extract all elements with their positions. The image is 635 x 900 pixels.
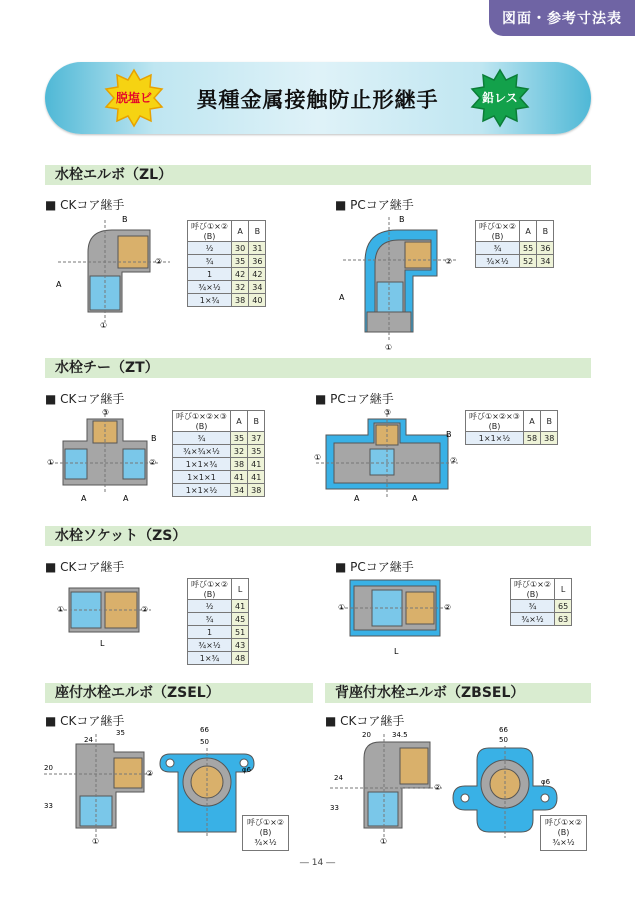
code-line: (B) xyxy=(259,828,272,837)
zt-pc-mark-3: ③ xyxy=(384,408,392,417)
zt-pc-mark-2: ② xyxy=(450,456,458,465)
zt-pc-table xyxy=(465,410,558,445)
zsel-code-box xyxy=(242,815,289,851)
zsel-ck-label: ■ CKコア継手 xyxy=(45,714,125,728)
table-header-cell: L xyxy=(555,579,572,600)
zs-pc-mark-2: ② xyxy=(444,603,452,612)
zsel-dim-20: 20 xyxy=(44,764,53,772)
table-row xyxy=(188,613,249,626)
table-row xyxy=(173,445,265,458)
drawing-shape xyxy=(541,794,549,802)
table-cell: 38 xyxy=(230,458,247,471)
table-cell: 42 xyxy=(249,268,266,281)
table-header-cell: A xyxy=(523,411,540,432)
zbsel-ck-label: ■ CKコア継手 xyxy=(325,714,405,728)
zt-ck-dim-b: B xyxy=(151,434,157,443)
code-line: 呼び①×② xyxy=(545,818,583,827)
zbsel-dim-345: 34.5 xyxy=(392,731,408,739)
table-cell: 51 xyxy=(232,626,249,639)
zsel-dim-phi: φ6 xyxy=(242,766,252,774)
zt-ck-label: ■ CKコア継手 xyxy=(45,392,125,406)
table-cell: ¾ xyxy=(511,600,555,613)
zl-pc-dim-a: A xyxy=(339,293,345,302)
section-zsel: 座付水栓エルボ（ZSEL） xyxy=(45,683,313,703)
table-row xyxy=(511,600,572,613)
table-row xyxy=(466,432,558,445)
zl-ck-dim-b: B xyxy=(122,215,128,224)
zs-ck-label: ■ CKコア継手 xyxy=(45,560,125,574)
zbsel-dim-phi: φ6 xyxy=(541,778,551,786)
zbsel-dim-20: 20 xyxy=(362,731,371,739)
table-row xyxy=(173,432,265,445)
zt-pc-label: ■ PCコア継手 xyxy=(315,392,394,406)
corner-tab: 図面・参考寸法表 xyxy=(489,0,635,36)
table-header-cell: B xyxy=(537,221,554,242)
table-cell: 31 xyxy=(249,242,266,255)
table-header-cell: 呼び①×② (B) xyxy=(188,579,232,600)
table-cell: 65 xyxy=(555,600,572,613)
table-cell: 1×1×1 xyxy=(173,471,231,484)
zbsel-dim-66: 66 xyxy=(499,726,508,734)
zbsel-side-drawing xyxy=(326,728,446,848)
zs-pc-table xyxy=(510,578,572,626)
code-line: 呼び①×② xyxy=(247,818,285,827)
table-row xyxy=(476,242,554,255)
table-cell: ¾×½ xyxy=(476,255,520,268)
table-cell: 36 xyxy=(249,255,266,268)
zbsel-dim-24: 24 xyxy=(334,774,343,782)
table-header-cell: 呼び①×②×③ (B) xyxy=(173,411,231,432)
zl-pc-mark-1: ① xyxy=(385,343,393,352)
table-cell: 38 xyxy=(248,484,265,497)
zs-pc-dim-l: L xyxy=(394,647,399,656)
zs-ck-table xyxy=(187,578,249,665)
drawing-shape xyxy=(368,792,398,826)
zsel-dim-35: 35 xyxy=(116,729,125,737)
zl-pc-mark-2: ② xyxy=(445,257,453,266)
drawing-shape xyxy=(118,236,148,268)
section-zs: 水栓ソケット（ZS） xyxy=(45,526,591,546)
table-header-cell: A xyxy=(230,411,247,432)
table-row xyxy=(173,484,265,497)
table-cell: 38 xyxy=(541,432,558,445)
zs-ck-mark-1: ① xyxy=(57,605,65,614)
table-cell: 42 xyxy=(232,268,249,281)
table-header-cell: B xyxy=(541,411,558,432)
table-cell: 34 xyxy=(230,484,247,497)
badge-right-text: 鉛レス xyxy=(482,91,518,105)
zl-pc-table xyxy=(475,220,554,268)
table-cell: 41 xyxy=(248,458,265,471)
zsel-dim-66: 66 xyxy=(200,726,209,734)
table-cell: ¾×½ xyxy=(188,281,232,294)
zt-pc-mark-1: ① xyxy=(314,453,322,462)
table-header-cell: 呼び①×② (B) xyxy=(476,221,520,242)
table-cell: 38 xyxy=(232,294,249,307)
zsel-dim-33: 33 xyxy=(44,802,53,810)
table-cell: 32 xyxy=(232,281,249,294)
table-cell: ¾×½ xyxy=(511,613,555,626)
zsel-dim-24: 24 xyxy=(84,736,93,744)
table-cell: 58 xyxy=(523,432,540,445)
zt-ck-dim-a1: A xyxy=(81,494,87,503)
drawing-shape xyxy=(123,449,145,479)
table-row xyxy=(188,255,266,268)
drawing-shape xyxy=(370,449,394,475)
table-header-cell: 呼び①×②×③ (B) xyxy=(466,411,524,432)
table-cell: 1×1×½ xyxy=(466,432,524,445)
table-header-cell: B xyxy=(249,221,266,242)
table-cell: ¾ xyxy=(173,432,231,445)
section-zbsel: 背座付水栓エルボ（ZBSEL） xyxy=(325,683,591,703)
drawing-shape xyxy=(405,242,431,268)
zt-pc-dim-a2: A xyxy=(412,494,418,503)
badge-left-text: 脱塩ビ xyxy=(115,91,153,105)
zl-ck-label: ■ CKコア継手 xyxy=(45,198,125,212)
section-zl: 水栓エルボ（ZL） xyxy=(45,165,591,185)
table-row xyxy=(188,294,266,307)
zbsel-dim-33: 33 xyxy=(330,804,339,812)
drawing-shape xyxy=(166,759,174,767)
table-row xyxy=(188,600,249,613)
code-line: ¾×½ xyxy=(254,838,277,847)
table-header-cell: A xyxy=(232,221,249,242)
zsel-dim-50: 50 xyxy=(200,738,209,746)
section-zt: 水栓チー（ZT） xyxy=(45,358,591,378)
table-cell: 63 xyxy=(555,613,572,626)
table-row xyxy=(188,626,249,639)
table-cell: 41 xyxy=(248,471,265,484)
table-cell: 35 xyxy=(232,255,249,268)
zt-ck-drawing xyxy=(45,405,165,505)
table-cell: 1×¾ xyxy=(188,652,232,665)
lead-free-badge xyxy=(470,68,530,128)
zs-pc-mark-1: ① xyxy=(338,603,346,612)
table-cell: 40 xyxy=(249,294,266,307)
zl-ck-table xyxy=(187,220,266,307)
zt-pc-dim-b: B xyxy=(446,430,452,439)
zs-ck-dim-l: L xyxy=(100,639,105,648)
table-cell: 37 xyxy=(248,432,265,445)
table-cell: 52 xyxy=(520,255,537,268)
table-row xyxy=(173,471,265,484)
zsel-mark-1: ① xyxy=(92,837,100,846)
table-cell: ¾ xyxy=(476,242,520,255)
table-cell: ¾×½ xyxy=(188,639,232,652)
table-cell: 32 xyxy=(230,445,247,458)
table-row xyxy=(173,458,265,471)
drawing-shape xyxy=(461,794,469,802)
zt-ck-dim-a2: A xyxy=(123,494,129,503)
table-cell: 41 xyxy=(232,600,249,613)
table-row xyxy=(188,242,266,255)
table-row xyxy=(188,652,249,665)
zl-ck-mark-1: ① xyxy=(100,321,108,330)
table-cell: ½ xyxy=(188,242,232,255)
zl-ck-head: 呼び①×② (B) xyxy=(188,221,232,242)
zbsel-code-box xyxy=(540,815,587,851)
zbsel-mark-2: ② xyxy=(434,783,442,792)
zl-ck-dim-a: A xyxy=(56,280,62,289)
zt-ck-mark-2: ② xyxy=(149,458,157,467)
table-cell: ½ xyxy=(188,600,232,613)
table-cell: 34 xyxy=(537,255,554,268)
drawing-shape xyxy=(377,282,403,312)
zt-ck-mark-1: ① xyxy=(47,458,55,467)
zt-pc-drawing xyxy=(312,405,462,505)
code-line: (B) xyxy=(557,828,570,837)
drawing-shape xyxy=(114,758,142,788)
table-cell: 36 xyxy=(537,242,554,255)
zs-ck-mark-2: ② xyxy=(141,605,149,614)
zl-pc-drawing xyxy=(335,212,465,352)
zl-pc-label: ■ PCコア継手 xyxy=(335,198,414,212)
page-number: ― 14 ― xyxy=(299,858,336,868)
table-cell: 1×¾ xyxy=(188,294,232,307)
table-header-cell: B xyxy=(248,411,265,432)
table-cell: 35 xyxy=(248,445,265,458)
zsel-mark-2: ② xyxy=(146,769,154,778)
table-cell: 43 xyxy=(232,639,249,652)
zl-ck-drawing xyxy=(50,212,180,332)
table-row xyxy=(476,255,554,268)
table-header-cell: A xyxy=(520,221,537,242)
zt-ck-table xyxy=(172,410,265,497)
table-cell: 41 xyxy=(230,471,247,484)
table-row xyxy=(188,639,249,652)
code-line: ¾×½ xyxy=(552,838,575,847)
table-header-cell: 呼び①×② (B) xyxy=(511,579,555,600)
zbsel-mark-1: ① xyxy=(380,837,388,846)
table-cell: ¾ xyxy=(188,255,232,268)
table-row xyxy=(188,281,266,294)
table-cell: ¾ xyxy=(188,613,232,626)
table-cell: 1 xyxy=(188,268,232,281)
table-cell: ¾×¾×½ xyxy=(173,445,231,458)
table-row xyxy=(511,613,572,626)
zs-ck-drawing xyxy=(55,578,160,650)
table-cell: 1×1×½ xyxy=(173,484,231,497)
table-row xyxy=(188,268,266,281)
drawing-shape xyxy=(65,449,87,479)
zsel-side-drawing xyxy=(40,728,155,848)
zl-pc-dim-b: B xyxy=(399,215,405,224)
table-cell: 55 xyxy=(520,242,537,255)
table-cell: 1×1×¾ xyxy=(173,458,231,471)
zs-pc-label: ■ PCコア継手 xyxy=(335,560,414,574)
zt-ck-mark-3: ③ xyxy=(102,408,110,417)
table-cell: 35 xyxy=(230,432,247,445)
table-cell: 34 xyxy=(249,281,266,294)
table-header-cell: L xyxy=(232,579,249,600)
page-title: 異種金属接触防止形継手 xyxy=(196,88,439,112)
zt-pc-dim-a1: A xyxy=(354,494,360,503)
drawing-shape xyxy=(400,748,428,784)
zbsel-dim-50: 50 xyxy=(499,736,508,744)
table-cell: 30 xyxy=(232,242,249,255)
table-cell: 1 xyxy=(188,626,232,639)
table-cell: 48 xyxy=(232,652,249,665)
zs-pc-drawing xyxy=(336,574,456,660)
zl-ck-mark-2: ② xyxy=(155,257,163,266)
table-cell: 45 xyxy=(232,613,249,626)
